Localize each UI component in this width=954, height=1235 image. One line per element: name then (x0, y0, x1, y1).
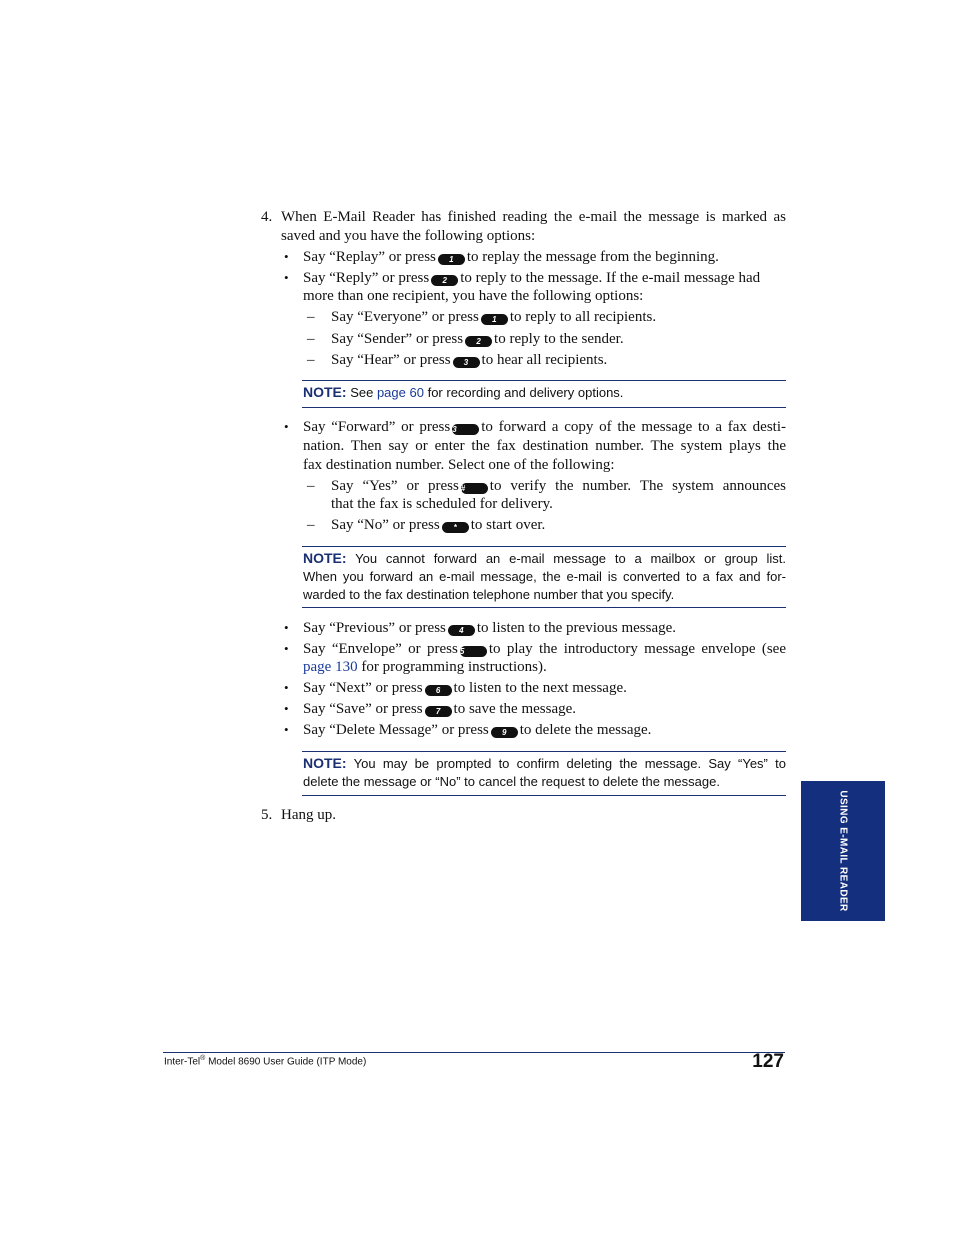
bullet: • (284, 701, 289, 716)
chapter-side-tab (801, 781, 885, 921)
key-2-icon: 2 (465, 336, 492, 347)
option-hear: Say “Hear” or press 3 to hear all recipients. (331, 352, 608, 368)
dash: – (307, 478, 315, 494)
bullet: • (284, 419, 289, 434)
key-7-icon: 7 (425, 706, 452, 717)
step-text-line: saved and you have the following options: (281, 228, 536, 244)
footer-rule (163, 1052, 785, 1053)
note-label: NOTE: (303, 550, 347, 566)
key-5-icon: 5 (460, 646, 487, 657)
option-save: Say “Save” or press 7 to save the message. (303, 701, 577, 717)
key-1-icon: 1 (438, 254, 465, 265)
dash: – (307, 352, 315, 368)
option-forward: Say “Forward” or press 3 to forward a copy of the message to a fax desti- (303, 419, 786, 435)
option-previous: Say “Previous” or press 4 to listen to the previous message. (303, 620, 677, 636)
key-6-icon: 6 (425, 685, 452, 696)
key-4-icon: 4 (448, 625, 475, 636)
note-box: NOTE: See page 60 for recording and delivery options. (302, 380, 786, 408)
bullet: • (284, 722, 289, 737)
option-forward-line2: nation. Then say or enter the fax destination number. The system plays the (303, 438, 786, 454)
note-box: NOTE: You cannot forward an e-mail message to a mailbox or group list. When you forward an e-mail message, the e-mail is converted to a fax and for- warded to the fax destination telephone number that you specify. (302, 546, 786, 608)
dash: – (307, 309, 315, 325)
bullet: • (284, 680, 289, 695)
step-text-line: When E-Mail Reader has finished reading the e-mail the message is marked as (281, 209, 786, 225)
dash: – (307, 331, 315, 347)
key-1-icon: 1 (481, 314, 508, 325)
option-next: Say “Next” or press 6 to listen to the next message. (303, 680, 627, 696)
option-no: Say “No” or press * to start over. (331, 517, 546, 533)
note-box: NOTE: You may be prompted to confirm deleting the message. Say “Yes” to delete the message or “No” to cancel the request to delete the message. (302, 751, 786, 796)
key-3-icon: 3 (452, 424, 479, 435)
key-star-icon: * (442, 522, 469, 533)
key-pound-icon: # (461, 483, 488, 494)
option-envelope: Say “Envelope” or press 5 to play the introductory message envelope (see (303, 641, 786, 657)
note-label: NOTE: (303, 755, 347, 771)
page-130-link[interactable]: page 130 (303, 659, 358, 675)
bullet: • (284, 249, 289, 264)
bullet: • (284, 270, 289, 285)
dash: – (307, 517, 315, 533)
option-yes: Say “Yes” or press # to verify the number. The system announces (331, 478, 787, 494)
chapter-side-tab-label: USING E-MAIL READER (837, 790, 849, 912)
option-reply-line2: more than one recipient, you have the following options: (303, 288, 644, 304)
key-3-icon: 3 (453, 357, 480, 368)
option-sender: Say “Sender” or press 2 to reply to the sender. (331, 331, 624, 347)
key-9-icon: 9 (491, 727, 518, 738)
option-everyone: Say “Everyone” or press 1 to reply to all recipients. (331, 309, 657, 325)
key-2-icon: 2 (431, 275, 458, 286)
step-number: 4. (261, 209, 273, 225)
option-reply: Say “Reply” or press 2 to reply to the message. If the e-mail message had (303, 270, 761, 286)
option-replay: Say “Replay” or press 1 to replay the message from the beginning. (303, 249, 719, 265)
note-label: NOTE: (303, 384, 347, 400)
option-delete: Say “Delete Message” or press 9 to delete the message. (303, 722, 652, 738)
bullet: • (284, 620, 289, 635)
page-60-link[interactable]: page 60 (376, 385, 424, 400)
step-number: 5. (261, 807, 273, 823)
step-text: Hang up. (281, 807, 336, 823)
option-envelope-line2: page 130 for programming instructions). (303, 659, 547, 675)
option-yes-line2: that the fax is scheduled for delivery. (331, 496, 553, 512)
bullet: • (284, 641, 289, 656)
page-number: 127 (752, 1051, 784, 1072)
footer-title: Inter-Tel® Model 8690 User Guide (ITP Mode) (164, 1055, 367, 1068)
option-forward-line3: fax destination number. Select one of the following: (303, 457, 615, 473)
